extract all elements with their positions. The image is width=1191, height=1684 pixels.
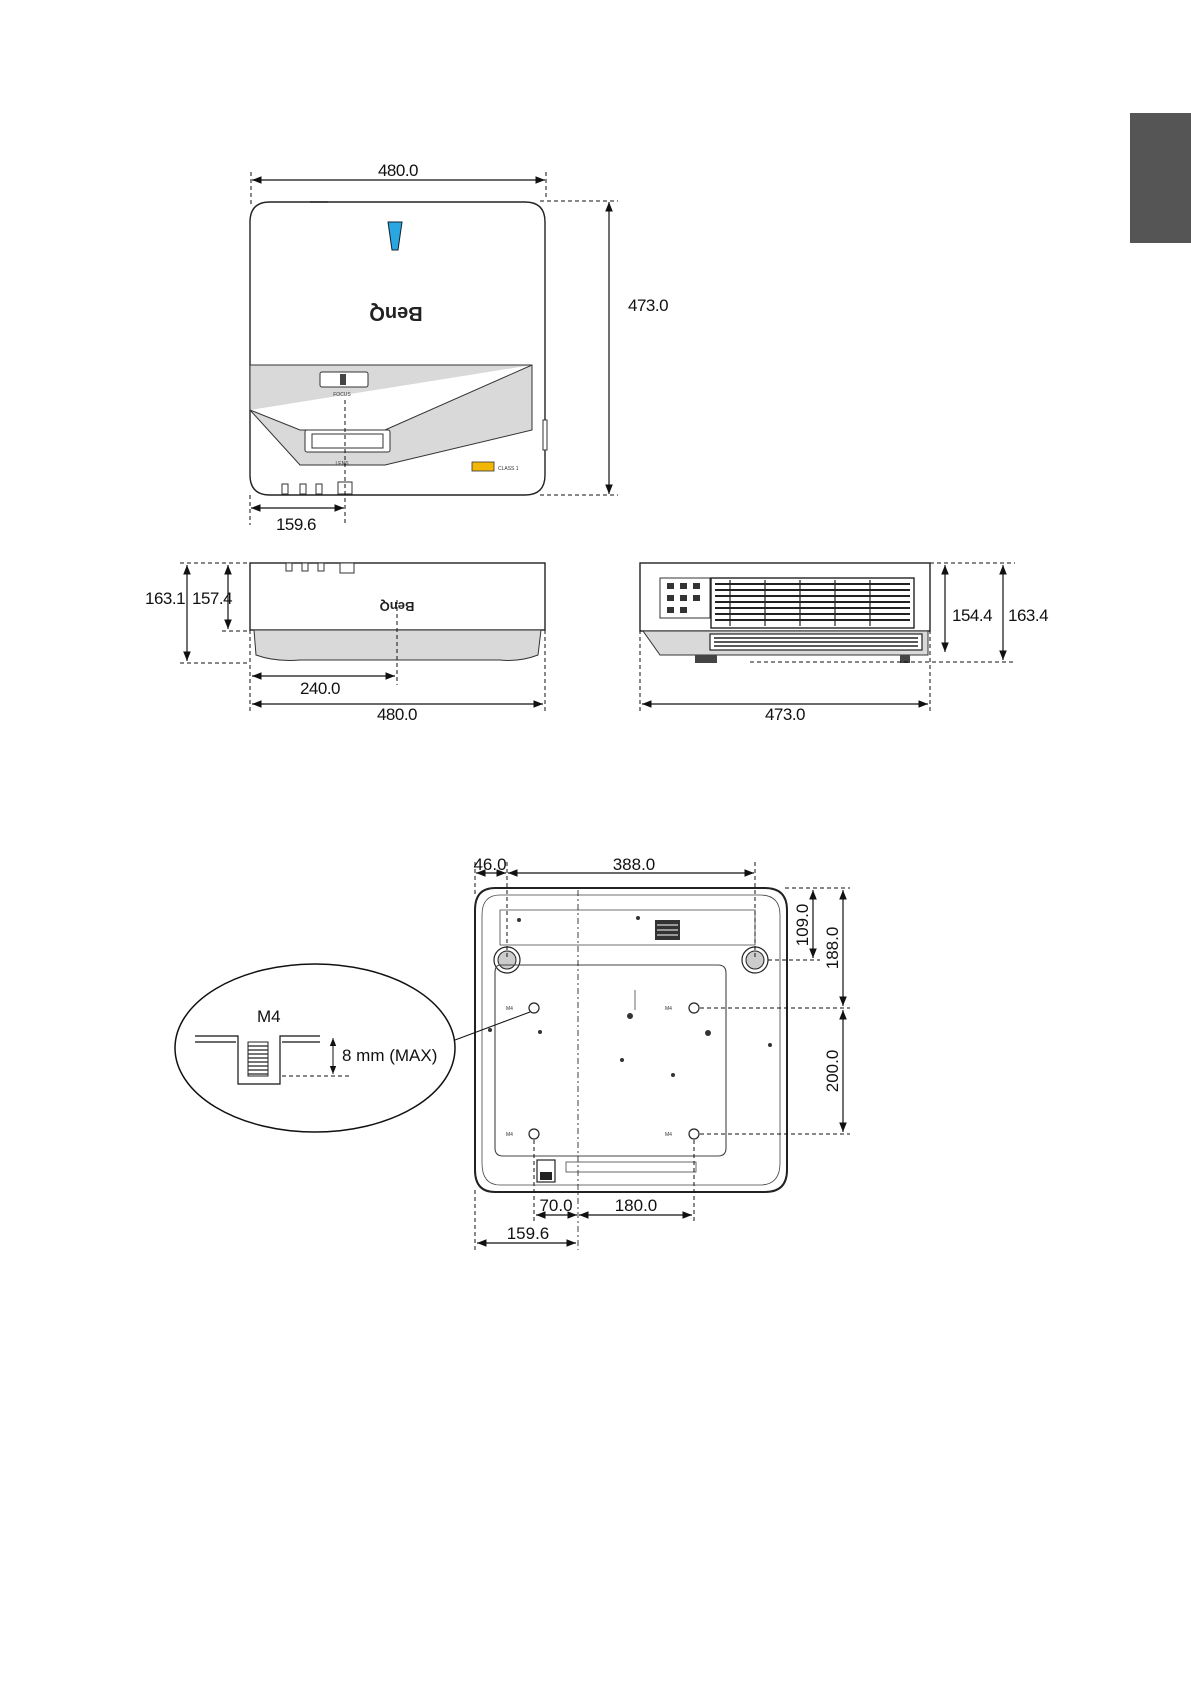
front-center-label: 240.0	[299, 679, 341, 698]
top-width-label: 480.0	[377, 161, 419, 180]
side-depth-label: 473.0	[764, 705, 806, 724]
side-view	[640, 563, 1048, 724]
bottom-mount-span-label: 200.0	[823, 1049, 842, 1093]
svg-text:M4: M4	[506, 1132, 513, 1138]
side-total-height-label: 163.4	[1008, 606, 1049, 625]
bottom-mount-left-label: 70.0	[539, 1196, 573, 1215]
svg-text:M4: M4	[665, 1132, 672, 1138]
front-body-height-label: 157.4	[192, 589, 233, 608]
front-total-height-label: 163.1	[145, 589, 186, 608]
svg-text:FOCUS: FOCUS	[333, 392, 351, 398]
svg-text:CLASS 1: CLASS 1	[498, 466, 519, 472]
benq-logo	[369, 302, 422, 324]
side-body-height-label: 154.4	[952, 606, 993, 625]
bottom-view	[473, 855, 850, 1250]
screw-depth-label: 8 mm (MAX)	[342, 1046, 438, 1065]
bottom-foot-depth-label: 109.0	[793, 903, 812, 947]
top-depth-label: 473.0	[628, 296, 669, 315]
bottom-foot-span-label: 388.0	[612, 855, 656, 874]
top-lens-offset-label: 159.6	[275, 515, 317, 534]
bottom-lens-offset-label: 159.6	[506, 1224, 550, 1243]
svg-text:BenQ: BenQ	[379, 599, 415, 614]
top-view	[250, 161, 668, 534]
screw-size-label: M4	[257, 1007, 281, 1026]
svg-text:LENS: LENS	[335, 461, 349, 467]
svg-text:BenQ: BenQ	[369, 302, 423, 324]
bottom-mount-width-label: 180.0	[614, 1196, 658, 1215]
svg-text:M4: M4	[665, 1006, 672, 1012]
svg-text:M4: M4	[506, 1006, 513, 1012]
bottom-mount-depth-label: 188.0	[823, 926, 842, 970]
bottom-left-offset-label: 46.0	[473, 855, 507, 874]
front-view	[145, 563, 545, 724]
front-width-label: 480.0	[376, 705, 418, 724]
